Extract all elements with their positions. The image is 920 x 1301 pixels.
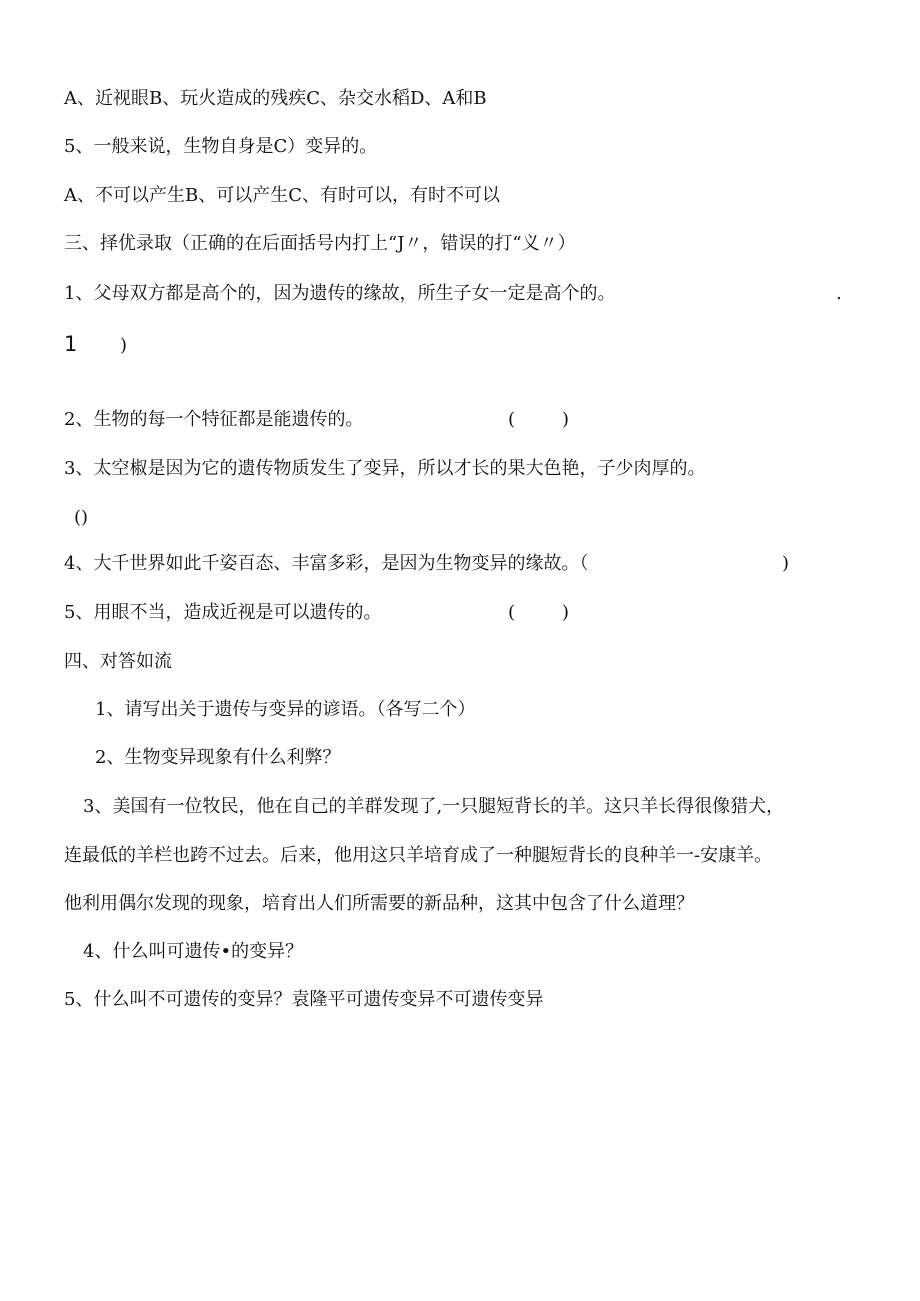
qa-question-3-line-3: 他利用偶尔发现的现象，培育出人们所需要的新品种，这其中包含了什么道理？ (64, 893, 694, 914)
tf-item-1-answer-bracket-open[interactable]: 1 (64, 332, 78, 356)
tf-item-2-text: 2、生物的每一个特征都是能遗传的。 (64, 409, 364, 430)
tf-item-1-answer-bracket-close: ) (120, 335, 128, 356)
qa-question-3-line-1: 3、美国有一位牧民，他在自己的羊群发现了,一只腿短背长的羊。这只羊长得很像猎犬， (83, 796, 785, 817)
tf-item-4-text: 4、大千世界如此千姿百态、丰富多彩，是因为生物变异的缘故。（ (64, 553, 589, 574)
q5-options: A、不可以产生B、可以产生C、有时可以，有时不可以 (64, 185, 500, 206)
tf-item-2-bracket-open[interactable]: ( (508, 409, 516, 430)
section-3-heading: 三、择优录取（正确的在后面括号内打上“J〃，错误的打“义〃） (64, 233, 576, 254)
tf-item-5-text: 5、用眼不当，造成近视是可以遗传的。 (64, 602, 382, 623)
qa-question-1: 1、请写出关于遗传与变异的谚语。（各写二个） (95, 699, 476, 720)
tf-item-3-bracket[interactable]: () (74, 507, 89, 528)
tf-item-5-bracket-close: ) (562, 602, 570, 623)
tf-item-1-text: 1、父母双方都是高个的，因为遗传的缘故，所生子女一定是高个的。 (64, 283, 616, 304)
q4-options: A、近视眼B、玩火造成的残疾C、杂交水稻D、A和B (64, 88, 487, 109)
tf-item-2-bracket-close: ) (562, 409, 570, 430)
tf-item-1-trailing-mark: . (836, 283, 842, 304)
qa-question-2: 2、生物变异现象有什么利弊？ (95, 747, 341, 768)
section-4-heading: 四、对答如流 (64, 651, 172, 672)
qa-question-3-line-2: 连最低的羊栏也跨不过去。后来，他用这只羊培育成了一种腿短背长的良种羊一-安康羊。 (64, 845, 773, 866)
q5-stem: 5、一般来说，生物自身是C）变异的。 (64, 136, 378, 157)
qa-question-5: 5、什么叫不可遗传的变异？袁隆平可遗传变异不可遗传变异 (64, 989, 544, 1010)
tf-item-5-bracket-open[interactable]: ( (508, 602, 516, 623)
qa-question-4: 4、什么叫可遗传•的变异？ (83, 941, 304, 962)
tf-item-4-bracket-close[interactable]: ) (782, 553, 790, 574)
tf-item-3-text: 3、太空椒是因为它的遗传物质发生了变异，所以才长的果大色艳，子少肉厚的。 (64, 458, 706, 479)
